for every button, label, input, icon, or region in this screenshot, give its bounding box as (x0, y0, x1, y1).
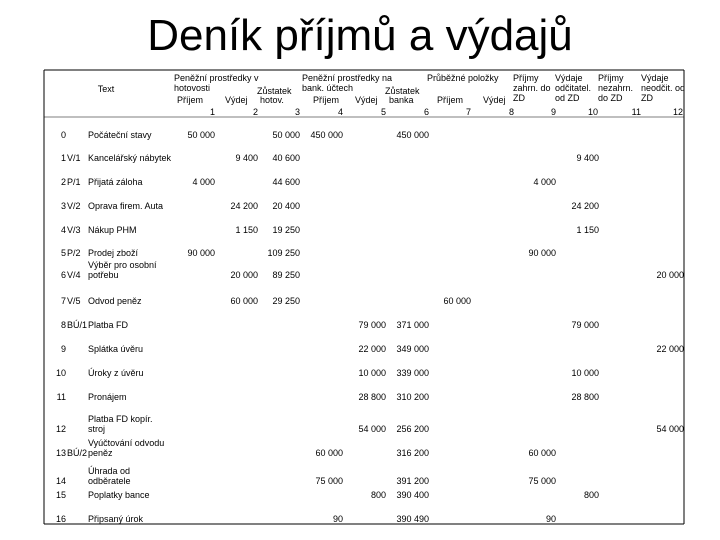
row-value-c8: 4 000 (533, 177, 556, 187)
row-description: Kancelářský nábytek (88, 153, 172, 163)
row-number: 4 (60, 225, 66, 235)
row-description: Přijatá záloha (88, 177, 143, 187)
row-number: 10 (55, 368, 66, 378)
header-cash-group: hotovosti (174, 83, 211, 93)
row-document: V/5 (67, 296, 81, 306)
row-value-c8: 90 000 (528, 248, 556, 258)
row-number: 0 (60, 130, 66, 140)
row-description: peněz (88, 448, 113, 458)
header-cash-expense: Výdej (225, 95, 248, 105)
row-number: 7 (60, 296, 66, 306)
row-value-c6: 450 000 (396, 130, 429, 140)
row-value-c1: 90 000 (187, 248, 215, 258)
row-value-c1: 50 000 (187, 130, 215, 140)
row-value-c1: 4 000 (192, 177, 215, 187)
row-number: 15 (55, 490, 66, 500)
column-number: 10 (587, 107, 598, 117)
header-bank-group: bank. účtech (302, 83, 354, 93)
row-description: Úhrada od (88, 466, 131, 476)
row-document: V/1 (67, 153, 81, 163)
row-value-c4: 450 000 (310, 130, 343, 140)
row-description: Platba FD kopír. (88, 414, 153, 424)
row-value-c6: 390 400 (396, 490, 429, 500)
row-document: P/2 (67, 248, 81, 258)
column-number: 6 (423, 107, 429, 117)
column-number: 8 (508, 107, 514, 117)
row-value-c12: 20 000 (656, 270, 684, 280)
row-value-c3: 89 250 (272, 270, 300, 280)
row-number: 8 (60, 320, 66, 330)
row-value-c2: 24 200 (230, 201, 258, 211)
row-value-c6: 349 000 (396, 344, 429, 354)
header-bank-income: Příjem (313, 95, 340, 105)
header-transit-group: Průběžné položky (427, 73, 499, 83)
column-number: 3 (294, 107, 300, 117)
row-value-c9: 800 (583, 490, 599, 500)
column-number: 5 (380, 107, 386, 117)
header-cash-balance: Zůstatek (257, 86, 292, 96)
row-value-c9: 79 000 (571, 320, 599, 330)
row-value-c9: 24 200 (571, 201, 599, 211)
row-value-c9: 9 400 (576, 153, 599, 163)
row-value-c3: 44 600 (272, 177, 300, 187)
row-value-c9: 28 800 (571, 392, 599, 402)
row-document: P/1 (67, 177, 81, 187)
row-number: 2 (60, 177, 66, 187)
row-value-c3: 109 250 (267, 248, 300, 258)
row-value-c12: 54 000 (656, 424, 684, 434)
row-value-c5: 28 800 (358, 392, 386, 402)
column-number: 4 (337, 107, 343, 117)
header-expense-tax: Výdaje (555, 73, 583, 83)
header-transit-income: Příjem (437, 95, 464, 105)
header-cash-group: Peněžní prostředky v (174, 73, 259, 83)
row-value-c6: 316 200 (396, 448, 429, 458)
row-description: potřebu (88, 270, 119, 280)
row-number: 9 (60, 344, 66, 354)
header-cash-balance: hotov. (260, 95, 284, 105)
row-value-c6: 339 000 (396, 368, 429, 378)
header-income-tax: Příjmy (513, 73, 539, 83)
header-transit-expense: Výdej (483, 95, 506, 105)
row-number: 6 (60, 270, 66, 280)
row-document: V/3 (67, 225, 81, 235)
header-income-tax: ZD (513, 93, 525, 103)
header-bank-balance: banka (389, 95, 414, 105)
row-number: 12 (55, 424, 66, 434)
header-bank-group: Peněžní prostředky na (302, 73, 393, 83)
row-description: Odvod peněz (88, 296, 142, 306)
row-value-c6: 256 200 (396, 424, 429, 434)
row-description: odběratele (88, 476, 131, 486)
row-description: Prodej zboží (88, 248, 139, 258)
row-description: Výběr pro osobní (88, 260, 157, 270)
column-number: 1 (209, 107, 215, 117)
header-income-notax: do ZD (598, 93, 623, 103)
row-value-c12: 22 000 (656, 344, 684, 354)
row-value-c5: 79 000 (358, 320, 386, 330)
row-value-c2: 9 400 (235, 153, 258, 163)
row-value-c4: 90 (332, 514, 343, 524)
row-description: stroj (88, 424, 106, 434)
row-document: V/2 (67, 201, 81, 211)
row-value-c9: 10 000 (571, 368, 599, 378)
row-number: 11 (56, 392, 66, 402)
header-expense-notax: ZD (641, 93, 653, 103)
row-description: Připsaný úrok (88, 514, 144, 524)
row-value-c3: 40 600 (272, 153, 300, 163)
column-number: 9 (550, 107, 556, 117)
row-value-c5: 800 (370, 490, 386, 500)
header-expense-notax: Výdaje (641, 73, 669, 83)
row-value-c5: 22 000 (358, 344, 386, 354)
header-bank-balance: Zůstatek (385, 86, 420, 96)
header-cash-income: Příjem (177, 95, 204, 105)
row-value-c2: 20 000 (230, 270, 258, 280)
row-number: 3 (60, 201, 66, 211)
header-bank-expense: Výdej (355, 95, 378, 105)
row-value-c6: 390 490 (396, 514, 429, 524)
row-document: BÚ/1 (67, 320, 88, 330)
header-expense-tax: od ZD (555, 93, 580, 103)
row-value-c3: 29 250 (272, 296, 300, 306)
row-description: Oprava firem. Auta (88, 201, 164, 211)
header-income-tax: zahrn. do (513, 83, 551, 93)
header-expense-tax: odčitatel. (555, 83, 592, 93)
row-value-c4: 60 000 (315, 448, 343, 458)
column-number: 7 (465, 107, 471, 117)
row-value-c7: 60 000 (443, 296, 471, 306)
row-document: BÚ/2 (67, 448, 88, 458)
row-value-c3: 50 000 (272, 130, 300, 140)
row-number: 5 (60, 248, 66, 258)
row-value-c4: 75 000 (315, 476, 343, 486)
row-description: Nákup PHM (88, 225, 137, 235)
row-value-c5: 10 000 (358, 368, 386, 378)
row-value-c9: 1 150 (576, 225, 599, 235)
row-description: Poplatky bance (88, 490, 150, 500)
row-value-c5: 54 000 (358, 424, 386, 434)
row-value-c6: 371 000 (396, 320, 429, 330)
row-value-c3: 20 400 (272, 201, 300, 211)
header-text: Text (97, 84, 115, 94)
row-description: Pronájem (88, 392, 127, 402)
row-value-c2: 1 150 (235, 225, 258, 235)
row-document: V/4 (67, 270, 81, 280)
page-title: Deník příjmů a výdajů (147, 11, 573, 60)
row-value-c8: 60 000 (528, 448, 556, 458)
row-description: Úroky z úvěru (88, 368, 144, 378)
row-description: Počáteční stavy (88, 130, 152, 140)
row-number: 16 (55, 514, 66, 524)
header-expense-notax: neodčit. od (641, 83, 686, 93)
column-number: 12 (672, 107, 683, 117)
row-number: 13 (55, 448, 66, 458)
row-value-c6: 310 200 (396, 392, 429, 402)
header-income-notax: nezahrn. (598, 83, 634, 93)
column-number: 2 (252, 107, 258, 117)
row-description: Vyúčtování odvodu (88, 438, 165, 448)
column-number: 11 (631, 107, 641, 117)
row-number: 14 (55, 476, 66, 486)
header-income-notax: Příjmy (598, 73, 624, 83)
row-value-c8: 75 000 (528, 476, 556, 486)
row-value-c8: 90 (545, 514, 556, 524)
row-number: 1 (60, 153, 66, 163)
row-value-c2: 60 000 (230, 296, 258, 306)
row-description: Platba FD (88, 320, 129, 330)
row-description: Splátka úvěru (88, 344, 144, 354)
row-value-c3: 19 250 (272, 225, 300, 235)
row-value-c6: 391 200 (396, 476, 429, 486)
